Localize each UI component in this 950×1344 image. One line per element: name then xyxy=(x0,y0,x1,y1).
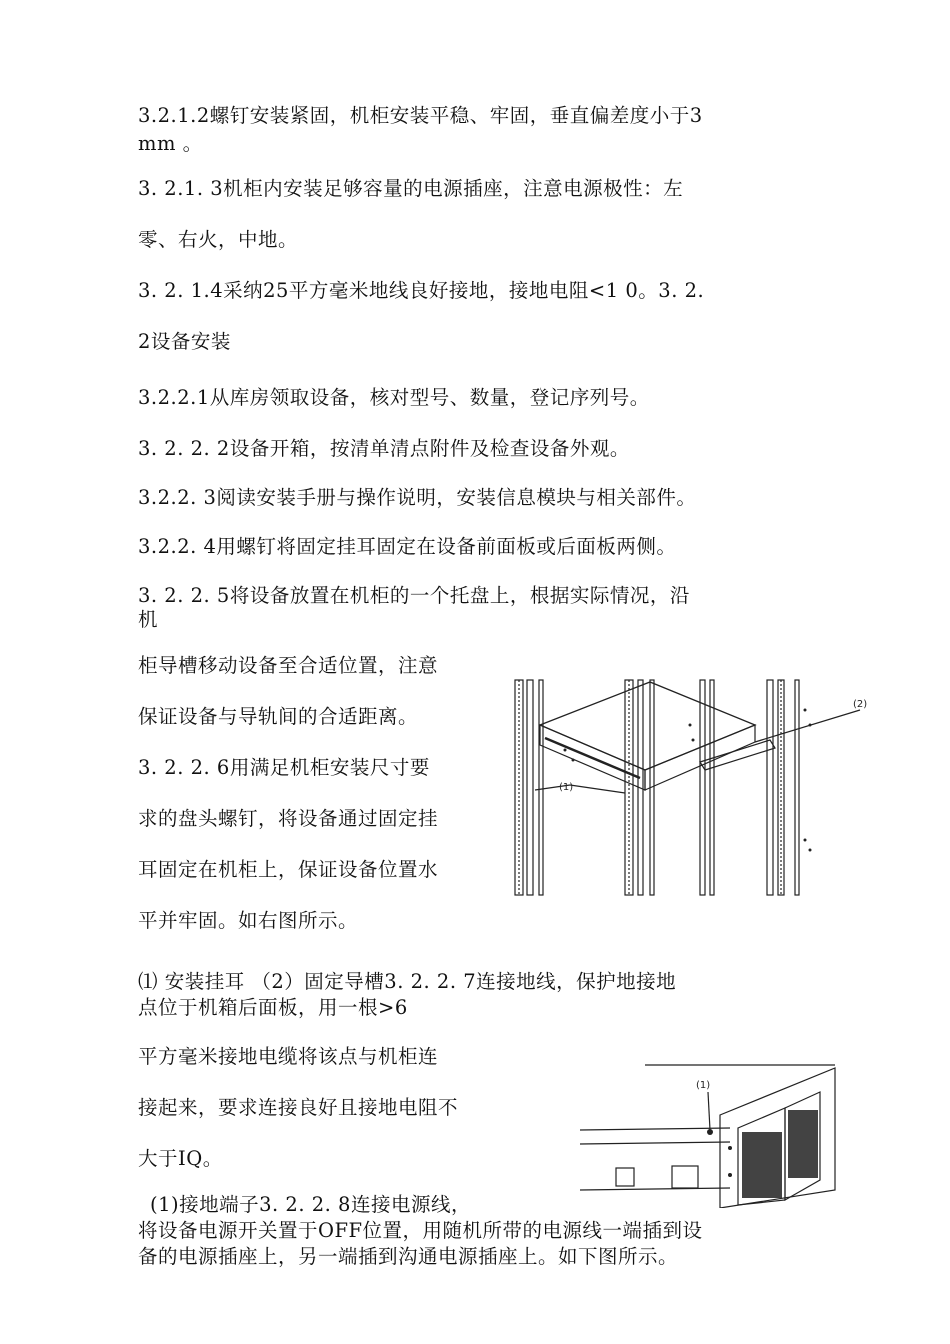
rack-install-figure xyxy=(505,670,875,902)
paragraph-3-2-2-7-line4: 接起来，要求连接良好且接地电阻不 xyxy=(138,1096,459,1119)
rack-label-1: (1) xyxy=(559,782,574,793)
paragraph-3-2-1-2-cont: mm 。 xyxy=(138,132,203,155)
paragraph-3-2-2-6-line4: 平并牢固。如右图所示。 xyxy=(138,909,359,932)
paragraph-3-2-2-5-line2: 柜导槽移动设备至合适位置，注意 xyxy=(138,654,439,677)
paragraph-3-2-2-3: 3.2.2. 3阅读安装手册与操作说明，安装信息模块与相关部件。 xyxy=(138,486,697,509)
paragraph-3-2-2-6-line1: 3. 2. 2. 6用满足机柜安装尺寸要 xyxy=(138,756,430,779)
paragraph-3-2-2-7-line5: 大于IQ。 xyxy=(138,1147,223,1170)
paragraph-3-2-2-6-line3: 耳固定在机柜上，保证设备位置水 xyxy=(138,858,439,881)
ground-terminal-figure xyxy=(580,1060,845,1208)
paragraph-3-2-1-3-cont: 零、右火，中地。 xyxy=(138,228,299,251)
paragraph-3-2-1-4: 3. 2. 1.4采纳25平方毫米地线良好接地，接地电阻<1 0。3. 2. xyxy=(138,279,705,302)
paragraph-3-2-2-1: 3.2.2.1从库房领取设备，核对型号、数量，登记序列号。 xyxy=(138,386,650,409)
paragraph-3-2-2-6-line2: 求的盘头螺钉，将设备通过固定挂 xyxy=(138,807,439,830)
paragraph-3-2-2-4: 3.2.2. 4用螺钉将固定挂耳固定在设备前面板或后面板两侧。 xyxy=(138,535,677,558)
paragraph-3-2-2-8-line1: (1)接地端子3. 2. 2. 8连接电源线， xyxy=(150,1193,471,1216)
rack-label-2: (2) xyxy=(853,699,868,710)
heading-3-2-2: 2设备安装 xyxy=(138,330,231,353)
paragraph-3-2-2-5-cont: 机 xyxy=(138,608,159,631)
paragraph-3-2-2-8-line2: 将设备电源开关置于OFF位置，用随机所带的电源线一端插到设 xyxy=(138,1219,703,1242)
paragraph-3-2-2-7-line3: 平方毫米接地电缆将该点与机柜连 xyxy=(138,1045,439,1068)
paragraph-3-2-2-7-cont: 点位于机箱后面板，用一根>6 xyxy=(138,996,408,1019)
paragraph-3-2-1-2: 3.2.1.2螺钉安装紧固，机柜安装平稳、牢固，垂直偏差度小于3 xyxy=(138,104,703,127)
paragraph-3-2-2-5: 3. 2. 2. 5将设备放置在机柜的一个托盘上，根据实际情况，沿 xyxy=(138,584,690,607)
paragraph-3-2-2-5-line3: 保证设备与导轨间的合适距离。 xyxy=(138,705,419,728)
figure-caption-and-3-2-2-7: ⑴ 安装挂耳 （2）固定导槽3. 2. 2. 7连接地线，保护地接地 xyxy=(138,970,677,993)
paragraph-3-2-1-3: 3. 2.1. 3机柜内安装足够容量的电源插座，注意电源极性：左 xyxy=(138,177,684,200)
ground-label-1: (1) xyxy=(696,1080,711,1091)
paragraph-3-2-2-8-line3: 备的电源插座上，另一端插到沟通电源插座上。如下图所示。 xyxy=(138,1245,679,1268)
paragraph-3-2-2-2: 3. 2. 2. 2设备开箱，按清单清点附件及检查设备外观。 xyxy=(138,437,630,460)
